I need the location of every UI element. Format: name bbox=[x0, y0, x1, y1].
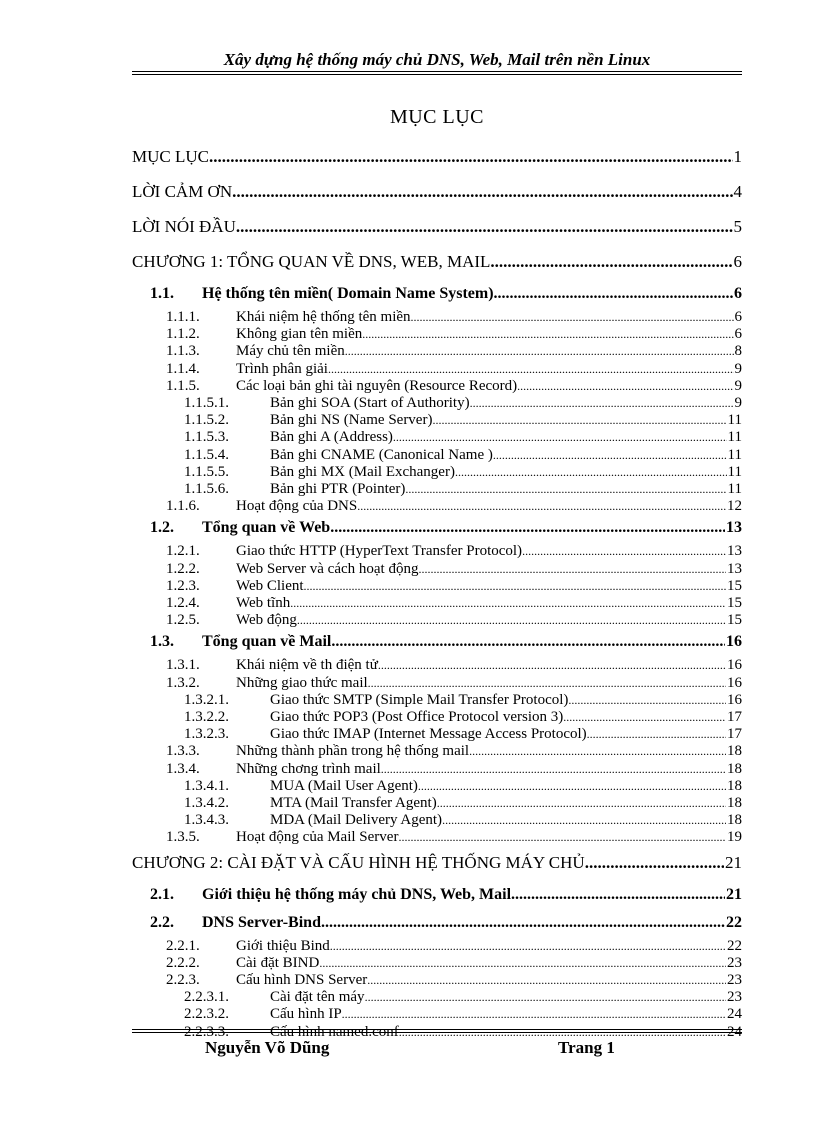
toc-leader-dots bbox=[470, 396, 734, 411]
toc-entry-label: Những thành phần trong hệ thống mail bbox=[236, 743, 470, 760]
toc-entry[interactable] bbox=[132, 761, 742, 778]
toc-entry[interactable] bbox=[132, 1006, 742, 1023]
toc-leader-dots bbox=[442, 813, 726, 828]
toc-entry-number: 1.3.4.2. bbox=[184, 795, 229, 811]
toc-entry[interactable] bbox=[132, 778, 742, 795]
toc-entry-label: Cài đặt BIND bbox=[236, 954, 320, 971]
toc-leader-dots bbox=[330, 939, 726, 954]
toc-entry-label: Khái niệm về th điện tử bbox=[236, 657, 378, 674]
toc-entry-page: 11 bbox=[727, 412, 742, 429]
toc-entry-number: 1.3.1. bbox=[166, 657, 200, 674]
toc-entry-page: 16 bbox=[727, 691, 742, 708]
toc-entry[interactable] bbox=[132, 795, 742, 812]
toc-entry-page: 11 bbox=[727, 463, 742, 480]
toc-entry-number: 1.1.5.5. bbox=[184, 463, 229, 480]
toc-entry-number: 2.2.2. bbox=[166, 954, 200, 971]
toc-leader-dots bbox=[357, 499, 726, 514]
toc-entry-number: 2.2.3.1. bbox=[184, 989, 229, 1006]
toc-entry[interactable] bbox=[132, 955, 742, 972]
toc-entry[interactable] bbox=[132, 395, 742, 412]
toc-entry-number: 1.2.1. bbox=[166, 543, 200, 560]
toc-entry-page: 8 bbox=[734, 343, 742, 360]
toc-entry[interactable] bbox=[132, 309, 742, 326]
toc-entry-number: 1.1.2. bbox=[166, 326, 200, 343]
toc-entry-number: 1.2.5. bbox=[166, 612, 200, 629]
toc-leader-dots bbox=[367, 973, 726, 988]
toc-entry-label: LỜI CẢM ƠN bbox=[132, 182, 233, 201]
toc-entry-label: Tổng quan về Mail bbox=[202, 633, 332, 651]
toc-entry-label: Khái niệm hệ thống tên miền bbox=[236, 309, 411, 325]
toc-entry[interactable] bbox=[132, 464, 742, 481]
toc-leader-dots bbox=[493, 448, 727, 463]
toc-title: MỤC LỤC bbox=[389, 106, 485, 128]
toc-entry-page: 15 bbox=[727, 612, 742, 629]
toc-entry-page: 18 bbox=[727, 760, 742, 777]
toc-entry[interactable] bbox=[132, 285, 742, 303]
toc-entry-page: 21 bbox=[726, 885, 742, 903]
toc-leader-dots bbox=[398, 830, 726, 845]
toc-entry-number: 2.1. bbox=[150, 885, 174, 903]
toc-leader-dots bbox=[381, 762, 726, 777]
toc-entry-label: Bản ghi CNAME (Canonical Name ) bbox=[270, 446, 493, 463]
toc-entry[interactable] bbox=[132, 326, 742, 343]
toc-entry-page: 12 bbox=[727, 498, 742, 515]
toc-entry-label: Web tĩnh bbox=[236, 595, 291, 611]
toc-entry-number: 1.3.2. bbox=[166, 674, 200, 691]
toc-entry-number: 1.3.4.3. bbox=[184, 812, 229, 829]
toc-entry[interactable] bbox=[132, 481, 742, 498]
toc-entry-number: 1.1.5.2. bbox=[184, 412, 229, 429]
toc-entry-page: 11 bbox=[727, 429, 742, 446]
toc-entry-page: 18 bbox=[727, 777, 742, 794]
toc-entry[interactable] bbox=[132, 543, 742, 560]
toc-entry-label: Bản ghi A (Address) bbox=[270, 429, 393, 446]
toc-entry-label: Cấu hình named.conf bbox=[270, 1023, 399, 1040]
toc-entry-label: Những giao thức mail bbox=[236, 674, 368, 691]
toc-entry-label: Cấu hình IP bbox=[270, 1006, 342, 1023]
toc-entry-number: 1.1.4. bbox=[166, 360, 200, 377]
toc-leader-dots bbox=[393, 430, 727, 445]
header-rule bbox=[132, 71, 742, 75]
toc-entry-page: 5 bbox=[733, 217, 742, 236]
toc-leader-dots bbox=[236, 217, 733, 237]
toc-entry-label: MDA (Mail Delivery Agent) bbox=[270, 812, 443, 829]
toc-entry[interactable] bbox=[132, 812, 742, 829]
toc-entry[interactable] bbox=[132, 692, 742, 709]
toc-leader-dots bbox=[378, 658, 726, 673]
toc-entry[interactable] bbox=[132, 182, 742, 202]
toc-leader-dots bbox=[511, 886, 725, 904]
toc-leader-dots bbox=[418, 562, 726, 577]
toc-entry[interactable] bbox=[132, 726, 742, 743]
toc-entry-label: Giao thức IMAP (Internet Message Access Protocol) bbox=[270, 726, 587, 743]
toc-leader-dots bbox=[297, 613, 726, 628]
toc-entry-page: 21 bbox=[725, 852, 742, 872]
toc-entry-number: 1.3.3. bbox=[166, 743, 200, 760]
toc-entry-page: 4 bbox=[733, 182, 742, 201]
toc-entry[interactable] bbox=[132, 914, 742, 932]
toc-entry-number: 1.2. bbox=[150, 519, 174, 537]
toc-leader-dots bbox=[290, 596, 726, 611]
toc-leader-dots bbox=[405, 482, 726, 497]
toc-leader-dots bbox=[319, 956, 726, 971]
toc-entry[interactable] bbox=[132, 657, 742, 674]
toc-leader-dots bbox=[411, 310, 734, 325]
toc-entry-page: 17 bbox=[727, 726, 742, 743]
toc-entry-label: Các loại bản ghi tài nguyên (Resource Record) bbox=[236, 377, 518, 394]
toc-entry[interactable] bbox=[132, 829, 742, 846]
running-header: Xây dựng hệ thống máy chủ DNS, Web, Mail trên nền Linux bbox=[223, 50, 651, 69]
toc-leader-dots bbox=[522, 544, 726, 559]
toc-leader-dots bbox=[455, 465, 727, 480]
footer-author: Nguyễn Võ Dũng bbox=[205, 1038, 330, 1057]
toc-entry-label: Web động bbox=[236, 612, 297, 629]
toc-leader-dots bbox=[494, 285, 733, 303]
toc-entry-number: 2.2.3.2. bbox=[184, 1006, 229, 1023]
toc-entry-page: 23 bbox=[727, 972, 742, 988]
toc-leader-dots bbox=[432, 413, 726, 428]
footer-page-number: Trang 1 bbox=[558, 1038, 615, 1057]
toc-entry-number: 2.2. bbox=[150, 913, 174, 931]
toc-entry-label: Bản ghi MX (Mail Exchanger) bbox=[270, 463, 455, 480]
toc-entry-label: MUA (Mail User Agent) bbox=[270, 777, 418, 794]
toc-entry-page: 24 bbox=[727, 1006, 742, 1023]
toc-leader-dots bbox=[568, 693, 726, 708]
toc-entry-number: 2.2.1. bbox=[166, 937, 200, 954]
toc-leader-dots bbox=[304, 579, 726, 594]
toc-entry-page: 16 bbox=[727, 674, 742, 691]
toc-entry[interactable] bbox=[132, 886, 742, 904]
toc-entry-page: 15 bbox=[727, 577, 742, 594]
toc-entry-number: 2.2.3.3. bbox=[184, 1023, 229, 1040]
toc-entry-label: Hoạt động của DNS bbox=[236, 498, 358, 515]
toc-leader-dots bbox=[585, 853, 724, 873]
toc-entry-number: 1.1.5.1. bbox=[184, 395, 229, 411]
toc-entry[interactable] bbox=[132, 361, 742, 378]
toc-leader-dots bbox=[209, 147, 733, 167]
toc-leader-dots bbox=[342, 1007, 726, 1022]
toc-leader-dots bbox=[330, 519, 725, 537]
toc-entry[interactable] bbox=[132, 709, 742, 726]
toc-entry-label: Web Client bbox=[236, 577, 304, 594]
toc-leader-dots bbox=[368, 676, 726, 691]
toc-entry[interactable] bbox=[132, 675, 742, 692]
toc-entry-label: Bản ghi NS (Name Server) bbox=[270, 412, 433, 429]
toc-entry-label: Không gian tên miền bbox=[236, 326, 363, 343]
toc-entry-page: 13 bbox=[726, 519, 742, 537]
toc-entry[interactable] bbox=[132, 519, 742, 537]
toc-entry-page: 23 bbox=[727, 989, 742, 1006]
toc-entry-label: MỤC LỤC bbox=[132, 147, 209, 166]
toc-entry-page: 6 bbox=[734, 309, 742, 325]
toc-entry-number: 1.3. bbox=[150, 633, 174, 651]
toc-leader-dots bbox=[362, 327, 733, 342]
toc-entry-number: 1.1.1. bbox=[166, 309, 200, 325]
footer-rule bbox=[132, 1029, 742, 1033]
toc-entry-number: 1.1.3. bbox=[166, 343, 200, 360]
toc-entry-page: 11 bbox=[727, 446, 742, 463]
toc-entry-label: CHƯƠNG 2: CÀI ĐẶT VÀ CẤU HÌNH HỆ THỐNG MÁY CHỦ bbox=[132, 852, 585, 872]
toc-leader-dots bbox=[563, 710, 726, 725]
toc-entry-page: 6 bbox=[734, 326, 742, 343]
toc-entry-number: 2.2.3. bbox=[166, 972, 200, 988]
toc-entry-number: 1.1.5.4. bbox=[184, 446, 229, 463]
toc-entry-number: 1.3.4. bbox=[166, 760, 200, 777]
toc-entry-page: 24 bbox=[727, 1023, 742, 1040]
toc-entry-page: 22 bbox=[727, 937, 742, 954]
toc-leader-dots bbox=[490, 252, 732, 272]
toc-entry-page: 13 bbox=[727, 560, 742, 577]
toc-entry-label: Tổng quan về Web bbox=[202, 519, 331, 537]
toc-entry[interactable] bbox=[132, 972, 742, 989]
toc-entry-number: 1.1.5. bbox=[166, 377, 200, 394]
toc-entry-page: 15 bbox=[727, 595, 742, 611]
toc-entry-label: Hoạt động của Mail Server bbox=[236, 829, 399, 846]
toc-entry-number: 1.1.6. bbox=[166, 498, 200, 515]
toc-entry-label: Giới thiệu hệ thống máy chủ DNS, Web, Mail bbox=[202, 885, 512, 903]
toc-entry-number: 1.1.5.6. bbox=[184, 481, 229, 497]
toc-entry-label: Cấu hình DNS Server bbox=[236, 972, 368, 988]
toc-entry[interactable] bbox=[132, 343, 742, 360]
toc-entry-number: 1.2.2. bbox=[166, 560, 200, 577]
toc-leader-dots bbox=[365, 990, 726, 1005]
toc-entry-label: LỜI NÓI ĐẦU bbox=[132, 217, 236, 236]
toc-leader-dots bbox=[469, 744, 726, 759]
toc-entry[interactable] bbox=[132, 743, 742, 760]
toc-entry-label: Cài đặt tên máy bbox=[270, 989, 365, 1006]
toc-leader-dots bbox=[328, 362, 734, 377]
toc-entry-label: DNS Server-Bind bbox=[202, 913, 321, 931]
toc-entry-label: Web Server và cách hoạt động bbox=[236, 560, 419, 577]
toc-entry-label: CHƯƠNG 1: TỔNG QUAN VỀ DNS, WEB, MAIL bbox=[132, 252, 491, 271]
toc-leader-dots bbox=[232, 182, 732, 202]
toc-entry-page: 17 bbox=[727, 709, 742, 725]
toc-entry-label: Bản ghi SOA (Start of Authority) bbox=[270, 395, 470, 411]
toc-entry-page: 6 bbox=[733, 252, 742, 271]
toc-entry-page: 9 bbox=[734, 377, 742, 394]
toc-entry-number: 1.3.2.3. bbox=[184, 726, 229, 743]
toc-entry[interactable] bbox=[132, 595, 742, 612]
toc-entry-page: 16 bbox=[727, 657, 742, 674]
toc-leader-dots bbox=[345, 344, 734, 359]
toc-entry[interactable] bbox=[132, 938, 742, 955]
toc-entry-label: Giao thức HTTP (HyperText Transfer Protocol) bbox=[236, 543, 523, 560]
toc-entry[interactable] bbox=[132, 612, 742, 629]
toc-entry[interactable] bbox=[132, 578, 742, 595]
toc-entry-page: 16 bbox=[726, 633, 742, 651]
toc-entry-page: 23 bbox=[727, 954, 742, 971]
toc-entry-label: MTA (Mail Transfer Agent) bbox=[270, 795, 437, 811]
toc-entry[interactable] bbox=[132, 633, 742, 651]
toc-entry-number: 1.1. bbox=[150, 285, 174, 302]
toc-entry-number: 1.3.2.2. bbox=[184, 709, 229, 725]
toc-entry-label: Giới thiệu Bind bbox=[236, 937, 330, 954]
toc-entry-number: 1.1.5.3. bbox=[184, 429, 229, 446]
toc-entry-page: 18 bbox=[727, 795, 742, 811]
toc-entry[interactable] bbox=[132, 989, 742, 1006]
toc-entry-page: 13 bbox=[727, 543, 742, 560]
toc-entry-page: 1 bbox=[733, 147, 742, 166]
toc-entry-page: 18 bbox=[727, 812, 742, 829]
toc-entry-number: 1.3.2.1. bbox=[184, 691, 229, 708]
toc-entry-page: 18 bbox=[727, 743, 742, 760]
toc-leader-dots bbox=[587, 727, 726, 742]
toc-entry-label: Giao thức POP3 (Post Office Protocol version 3) bbox=[270, 709, 564, 725]
toc-entry-label: Trình phân giải bbox=[236, 360, 328, 377]
toc-entry-page: 9 bbox=[734, 360, 742, 377]
toc-entry[interactable] bbox=[132, 378, 742, 395]
toc-entry[interactable] bbox=[132, 412, 742, 429]
toc-leader-dots bbox=[437, 796, 726, 811]
toc-entry-label: Bản ghi PTR (Pointer) bbox=[270, 481, 406, 497]
toc-entry-label: Những chơng trình mail bbox=[236, 760, 381, 777]
toc-entry[interactable] bbox=[132, 429, 742, 446]
toc-entry[interactable] bbox=[132, 217, 742, 237]
toc-entry-page: 22 bbox=[726, 913, 742, 931]
toc-entry[interactable] bbox=[132, 447, 742, 464]
toc-entry[interactable] bbox=[132, 853, 742, 873]
toc-entry-page: 19 bbox=[727, 829, 742, 846]
toc-entry-page: 11 bbox=[727, 481, 742, 497]
toc-entry-page: 6 bbox=[734, 285, 742, 302]
toc-leader-dots bbox=[331, 633, 725, 651]
toc-entry-number: 1.3.5. bbox=[166, 829, 200, 846]
toc-entry-label: Máy chủ tên miền bbox=[236, 343, 345, 360]
toc-entry-number: 1.2.4. bbox=[166, 595, 200, 611]
toc-leader-dots bbox=[321, 914, 725, 932]
toc-entry[interactable] bbox=[132, 252, 742, 272]
toc-entry-number: 1.3.4.1. bbox=[184, 777, 229, 794]
toc-entry-label: Giao thức SMTP (Simple Mail Transfer Protocol) bbox=[270, 691, 569, 708]
toc-entry[interactable] bbox=[132, 561, 742, 578]
toc-leader-dots bbox=[418, 779, 726, 794]
toc-leader-dots bbox=[517, 379, 733, 394]
toc-entry[interactable] bbox=[132, 147, 742, 167]
toc-entry-number: 1.2.3. bbox=[166, 577, 200, 594]
toc-entry[interactable] bbox=[132, 498, 742, 515]
toc-entry-page: 9 bbox=[734, 395, 742, 411]
toc-entry-label: Hệ thống tên miền( Domain Name System) bbox=[202, 285, 494, 302]
